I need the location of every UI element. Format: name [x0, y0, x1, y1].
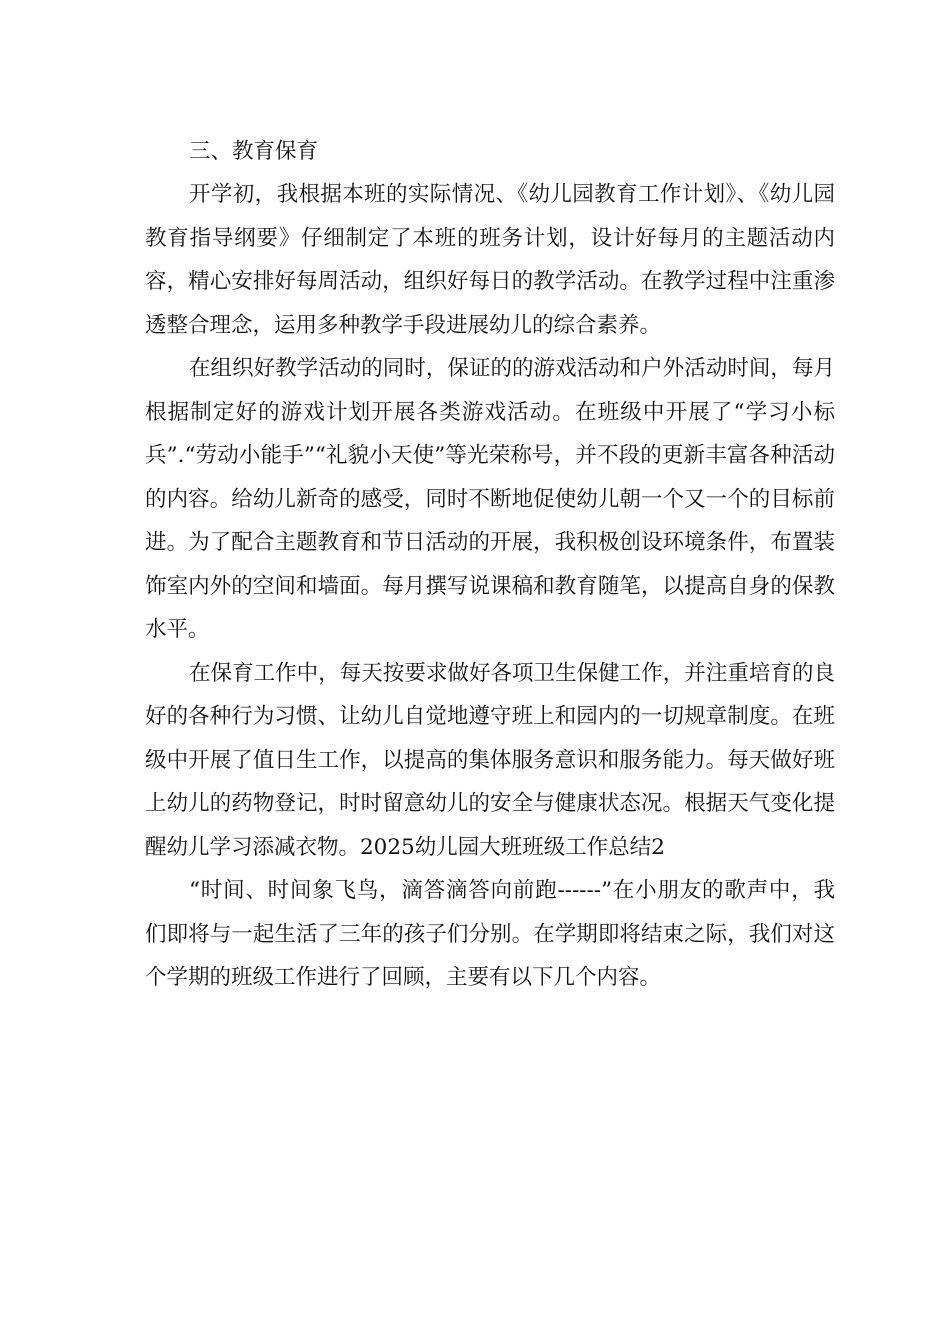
paragraph-care-work: 在保育工作中，每天按要求做好各项卫生保健工作，并注重培育的良好的各种行为习惯、让幼儿自觉地遵守班上和园内的一切规章制度。在班级中开展了值日生工作，以提高的集体服务意识和服务能力。每天做好班上幼儿的药物登记，时时留意幼儿的安全与健康状态况。根据天气变化提醒幼儿学习添减衣物。2025幼儿园大班班级工作总结2 [145, 660, 835, 860]
paragraph-game-activities: 在组织好教学活动的同时，保证的的游戏活动和户外活动时间，每月根据制定好的游戏计划开展各类游戏活动。在班级中开展了“学习小标兵”.“劳动小能手”“礼貌小天使”等光荣称号，并不段的更新丰富各种活动的内容。给幼儿新奇的感受，同时不断地促使幼儿朝一个又一个的目标前进。为了配合主题教育和节日活动的开展，我积极创设环境条件，布置装饰室内外的空间和墙面。每月撰写说课稿和教育随笔，以提高自身的保教水平。 [145, 356, 835, 642]
section-heading: 三、教育保育 [189, 139, 319, 164]
paragraph-semester-review: “时间、时间象飞鸟，滴答滴答向前跑------”在小朋友的歌声中，我们即将与一起生活了三年的孩子们分别。在学期即将结束之际，我们对这个学期的班级工作进行了回顾，主要有以下几个内容。 [145, 878, 835, 990]
paragraph-teaching-plan: 开学初，我根据本班的实际情况、《幼儿园教育工作计划》、《幼儿园教育指导纲要》仔细制定了本班的班务计划，设计好每月的主题活动内容，精心安排好每周活动，组织好每日的教学活动。在教学过程中注重渗透整合理念，运用多种教学手段进展幼儿的综合素养。 [145, 182, 835, 338]
document-body [145, 131, 835, 1000]
